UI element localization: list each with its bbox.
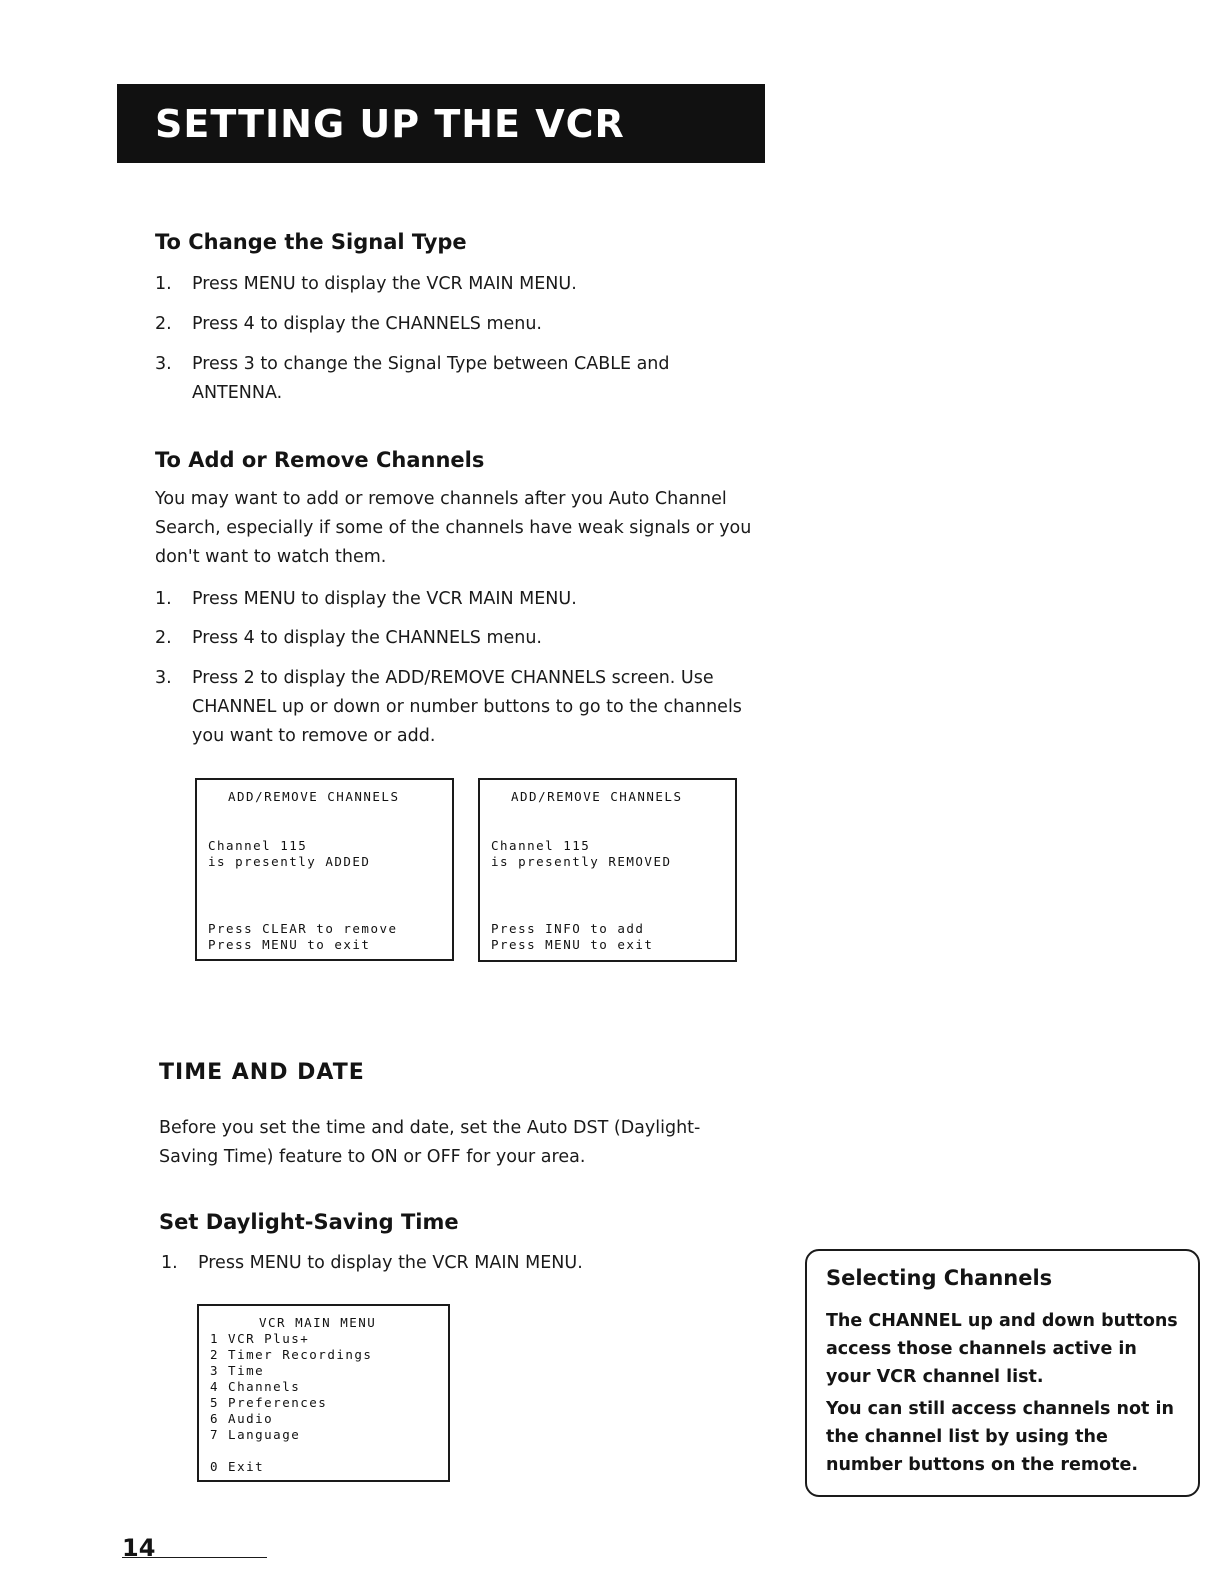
signal-step-3: [155, 350, 715, 408]
header-banner: [117, 84, 765, 163]
tip-paragraph: You can still access channels not in the channel list by using the number buttons on the remote.: [826, 1399, 1174, 1475]
step-number: 1.: [161, 1253, 178, 1273]
step-text: Press 4 to display the CHANNELS menu.: [192, 628, 542, 648]
step-number: 3.: [155, 668, 172, 688]
step-number: 1.: [155, 589, 172, 609]
signal-type-heading: To Change the Signal Type: [155, 230, 467, 254]
screen-title: VCR MAIN MENU: [259, 1315, 377, 1330]
step-text: Press MENU to display the VCR MAIN MENU.: [192, 589, 577, 609]
screen-line: Press MENU to exit: [491, 937, 654, 952]
screen-title: ADD/REMOVE CHANNELS: [511, 789, 683, 804]
selecting-channels-tip: [805, 1249, 1200, 1497]
time-and-date-intro: Before you set the time and date, set the Auto DST (Daylight-Saving Time) feature to ON or OFF for your area.: [159, 1118, 701, 1167]
screen-line: Press CLEAR to remove: [208, 921, 398, 936]
add-remove-step-1: [155, 585, 715, 614]
step-text: Press MENU to display the VCR MAIN MENU.: [192, 274, 577, 294]
page-number-rule: [122, 1557, 267, 1558]
step-number: 1.: [155, 274, 172, 294]
step-text: Press 3 to change the Signal Type between CABLE and ANTENNA.: [192, 354, 670, 403]
page-title: SETTING UP THE VCR: [155, 102, 625, 146]
dst-heading: Set Daylight-Saving Time: [159, 1210, 459, 1234]
menu-item: 2 Timer Recordings: [210, 1347, 373, 1362]
page-number: 14: [122, 1534, 156, 1562]
screen-vcr-main-menu: [197, 1304, 450, 1482]
dst-step-1: [161, 1249, 721, 1278]
step-number: 3.: [155, 354, 172, 374]
add-remove-intro: You may want to add or remove channels after you Auto Channel Search, especially if some of the channels have weak signals or you don't want to watch them.: [155, 489, 752, 567]
screen-title: ADD/REMOVE CHANNELS: [228, 789, 400, 804]
menu-item: 5 Preferences: [210, 1395, 328, 1410]
menu-item: 6 Audio: [210, 1411, 274, 1426]
menu-item-exit: 0 Exit: [210, 1459, 265, 1474]
screen-line: Press INFO to add: [491, 921, 645, 936]
step-text: Press 2 to display the ADD/REMOVE CHANNELS screen. Use CHANNEL up or down or number buttons to go to the channels you want to remove or add.: [192, 668, 742, 746]
tip-paragraph: The CHANNEL up and down buttons access those channels active in your VCR channel list.: [826, 1311, 1178, 1387]
signal-step-2: [155, 310, 715, 339]
menu-item: 1 VCR Plus+: [210, 1331, 310, 1346]
add-remove-heading: To Add or Remove Channels: [155, 448, 485, 472]
menu-item: 7 Language: [210, 1427, 301, 1442]
tip-title: Selecting Channels: [826, 1266, 1053, 1290]
add-remove-step-3: [155, 664, 755, 754]
step-text: Press 4 to display the CHANNELS menu.: [192, 314, 542, 334]
screen-channel-removed: [478, 778, 737, 962]
screen-channel-added: [195, 778, 454, 961]
add-remove-step-2: [155, 624, 715, 653]
menu-item: 4 Channels: [210, 1379, 301, 1394]
screen-line: Channel 115: [491, 838, 591, 853]
screen-line: is presently REMOVED: [491, 854, 672, 869]
screen-line: Press MENU to exit: [208, 937, 371, 952]
step-text: Press MENU to display the VCR MAIN MENU.: [198, 1253, 583, 1273]
step-number: 2.: [155, 628, 172, 648]
step-number: 2.: [155, 314, 172, 334]
screen-line: Channel 115: [208, 838, 308, 853]
screen-line: is presently ADDED: [208, 854, 371, 869]
time-and-date-heading: TIME AND DATE: [159, 1060, 365, 1085]
signal-step-1: [155, 270, 715, 299]
menu-item: 3 Time: [210, 1363, 265, 1378]
